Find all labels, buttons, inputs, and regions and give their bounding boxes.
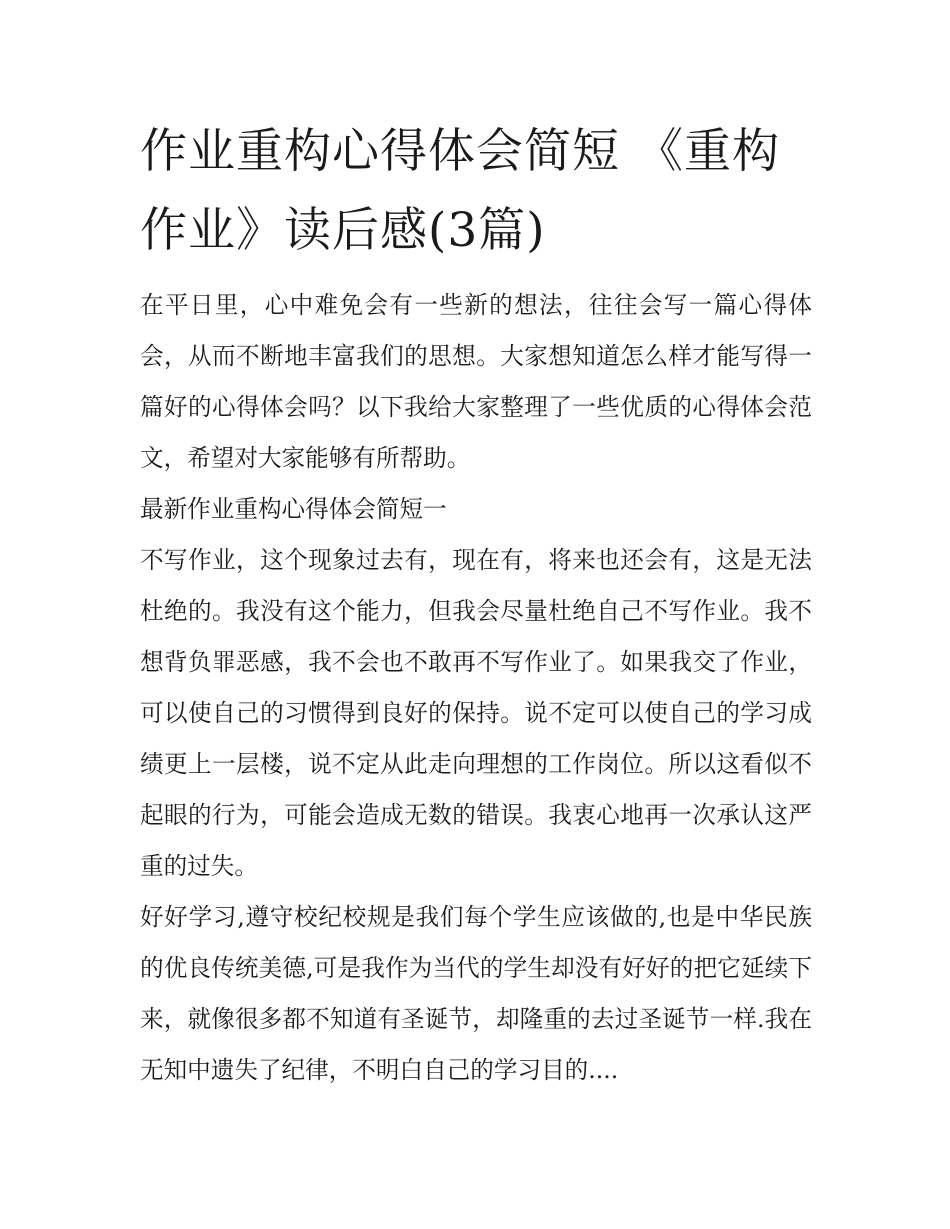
section-heading: 最新作业重构心得体会简短一 [140,495,447,523]
intro-paragraph: 在平日里，心中难免会有一些新的想法，往往会写一篇心得体会，从而不断地丰富我们的思想。大家想知道怎么样才能写得一篇好的心得体会吗？以下我给大家整理了一些优质的心得体会范文，希望对大家能够有所帮助。 [140,291,812,472]
document-title: 作业重构心得体会简短 《重构作业》读后感(3篇) [140,124,780,258]
body-paragraph-1: 不写作业，这个现象过去有，现在有，将来也还会有，这是无法杜绝的。我没有这个能力，但我会尽量杜绝自己不写作业。我不想背负罪恶感，我不会也不敢再不写作业了。如果我交了作业，可以使自己的习惯得到良好的保持。说不定可以使自己的学习成绩更上一层楼，说不定从此走向理想的工作岗位。所以这看似不起眼的行为，可能会造成无数的错误。我衷心地再一次承认这严重的过失。 [140,546,812,880]
body-paragraph-2: 好好学习,遵守校纪校规是我们每个学生应该做的,也是中华民族的优良传统美德,可是我作为当代的学生却没有好好的把它延续下来，就像很多都不知道有圣诞节，却隆重的去过圣诞节一样.我在无知中遗失了纪律，不明白自己的学习目的.... [140,903,812,1084]
document-page [140,112,812,1096]
